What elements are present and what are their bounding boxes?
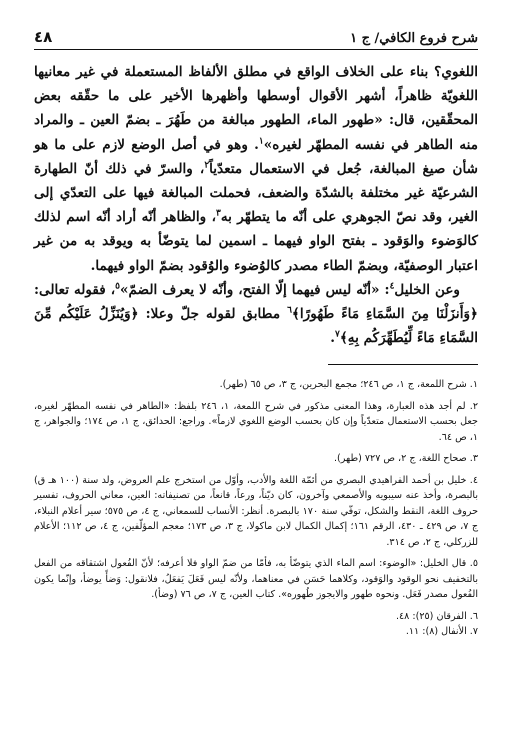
paragraph-2 bbox=[34, 278, 478, 351]
footnote-ref-3: ٣ bbox=[216, 208, 221, 219]
footnote-1: ١. شرح اللمعة، ج ١، ص ٢٤٦؛ مجمع البحرين، ج ٣، ص ٦٥ (طهر). bbox=[219, 379, 478, 391]
quran-verse-1: ﴿وَأَنزَلْنَا مِنَ السَّمَاءِ مَاءً طَهُورًا﴾ bbox=[291, 306, 479, 323]
paragraph-1-part-2: . وهو في أصل الوضع لازم على ما هو شأن صيغ المبالغة، جُعل في الاستعمال متعدّياً bbox=[34, 136, 478, 177]
footnote-6: ٦. الفرقان (٢٥): ٤٨. bbox=[395, 610, 478, 622]
footnote-ref-1: ١ bbox=[258, 136, 264, 147]
quote-sharh-lumah: «طهور الماء، الطهور مبالغة من طَهُرَ ـ بضمّ العين ـ والمراد منه الطاهر في نفسه المطهّر لغيره» bbox=[34, 112, 478, 153]
header-rule bbox=[34, 49, 478, 50]
footnote-2: ٢. لم أجد هذه العبارة، وهذا المعنى مذكور في شرح اللمعة، ١، ٢٤٦ بلفظ: «الطاهر في نفسه المطهّر لغيره، جعل بحسب الاستعمال متعدّياً وإن كان بحسب الوضع اللغوي لازماً». وراجع: الحدائق، ج ١، ص ١٧٤؛ والجواهر، ج ١، ص ٦٤. bbox=[34, 400, 478, 443]
footnote-ref-5: ٥ bbox=[115, 281, 120, 292]
footnotes bbox=[34, 377, 478, 640]
footnote-ref-6: ٦ bbox=[287, 305, 292, 316]
main-text bbox=[34, 60, 478, 350]
paragraph-2-part-2: ، فقوله تعالى: bbox=[34, 281, 116, 298]
running-title: شرح فروع الكافي/ ج ١ bbox=[350, 31, 478, 46]
footnote-separator bbox=[328, 364, 478, 365]
paragraph-1-part-4: ، والظاهر أنّه أراد أنّه اسم لذلك كالوَضوء والوَقود ـ بفتح الواو فيهما ـ اسمين لما يتوضّأ به ويوقد به من غير اعتبار الوصفيّة، وبضمّ الطاء مصدر كالوُضوء والوُقود بضمّ الواو فيهما. bbox=[34, 209, 478, 274]
page-number: ٤٨ bbox=[34, 28, 53, 46]
paragraph-1-part-3: ، والسرّ في ذلك أنّ الطهارة الشرعيّة غير مختلفة بالشدّة والضعف، فحملت المبالغة فيها على التعدّي إلى الغير، وقد نصّ الجوهري على أنّه ما يتطهّر به bbox=[34, 160, 478, 226]
footnote-3: ٣. صحاح اللغة، ج ٢، ص ٧٢٧ (طهر). bbox=[333, 453, 478, 465]
footnote-ref-7: ٧ bbox=[334, 329, 340, 340]
paragraph-2-opening: وعن الخليل bbox=[394, 281, 460, 298]
footnote-ref-2: ٢ bbox=[204, 160, 210, 171]
running-head bbox=[34, 28, 478, 49]
footnote-4: ٤. خليل بن أحمد الفراهيدي البصري من أئمّة اللغة والأدب، وأوّل من استخرج علم العروض، ولد سنة (١٠٠ هـ ق) بالبصرة، وأخذ عنه سيبويه والأصمعي وآخرون، كان ديّناً، ورعاً، قانعاً، من تصنيفاته: العين، معاني الحروف، تفسير حروف اللغة، النقط والشكل، توفّي سنة ١٧٠ بالبصرة. أنظر: الأنساب للسمعاني، ج ٤، ص ٥٧٥؛ سير أعلام النبلاء، ج ٧، ص ٤٢٩ ـ ٤٣٠، الرقم ١٦١؛ إكمال الكمال لابن ماكولا، ج ٣، ص ١٧٣؛ معجم المؤلّفين، ج ٤، ص ١١٢؛ الأعلام للزركلي، ج ٢، ص ٣١٤. bbox=[34, 474, 479, 548]
footnote-ref-4: ٤ bbox=[389, 281, 395, 292]
paragraph-1 bbox=[34, 60, 478, 278]
quote-khalil: : «أنّه ليس فيهما إلّا الفتح، وأنّه لا يعرف الضمّ» bbox=[120, 281, 390, 298]
footnote-5: ٥. قال الخليل: «الوضوء: اسم الماء الذي يتوضّأ به، فأمّا من ضمّ الواو فلا أعرفه؛ لأنّ الفُعول اشتقاقه من الفعل بالتخفيف نحو الوقود والوَقود، وكلاهما حَسَن في معناهما، ولأنّه ليس فَعَلَ يَفعَلُ، فلانقول: وَضأً يوضأ، وإنّما يكون الفُعول مصدر فَعَل. ونحوه طهور والايجوز طُهوره». كتاب العين، ج ٧، ص ٧٦ (وضأ). bbox=[34, 558, 478, 601]
paragraph-2-end: . bbox=[330, 330, 335, 347]
paragraph-1-opening: اللغوي؟ بناء على الخلاف الواقع في مطلق الألفاظ المستعملة في غير معانيها اللغويّة ظاهراً، أشهر الأقوال أوسطها وأظهرها الأخير على ما حقّقه بعض المحقّقين، قال: bbox=[34, 64, 479, 129]
footnote-7: ٧. الأنفال (٨): ١١. bbox=[405, 626, 478, 638]
quran-verse-2: ﴿وَيُنَزِّلُ عَلَيْكُم مِّنَ السَّمَاءِ مَاءً لِّيُطَهِّرَكُم بِهِ﴾ bbox=[34, 306, 478, 347]
paragraph-2-part-3: مطابق لقوله جلّ وعلا: bbox=[145, 306, 288, 323]
